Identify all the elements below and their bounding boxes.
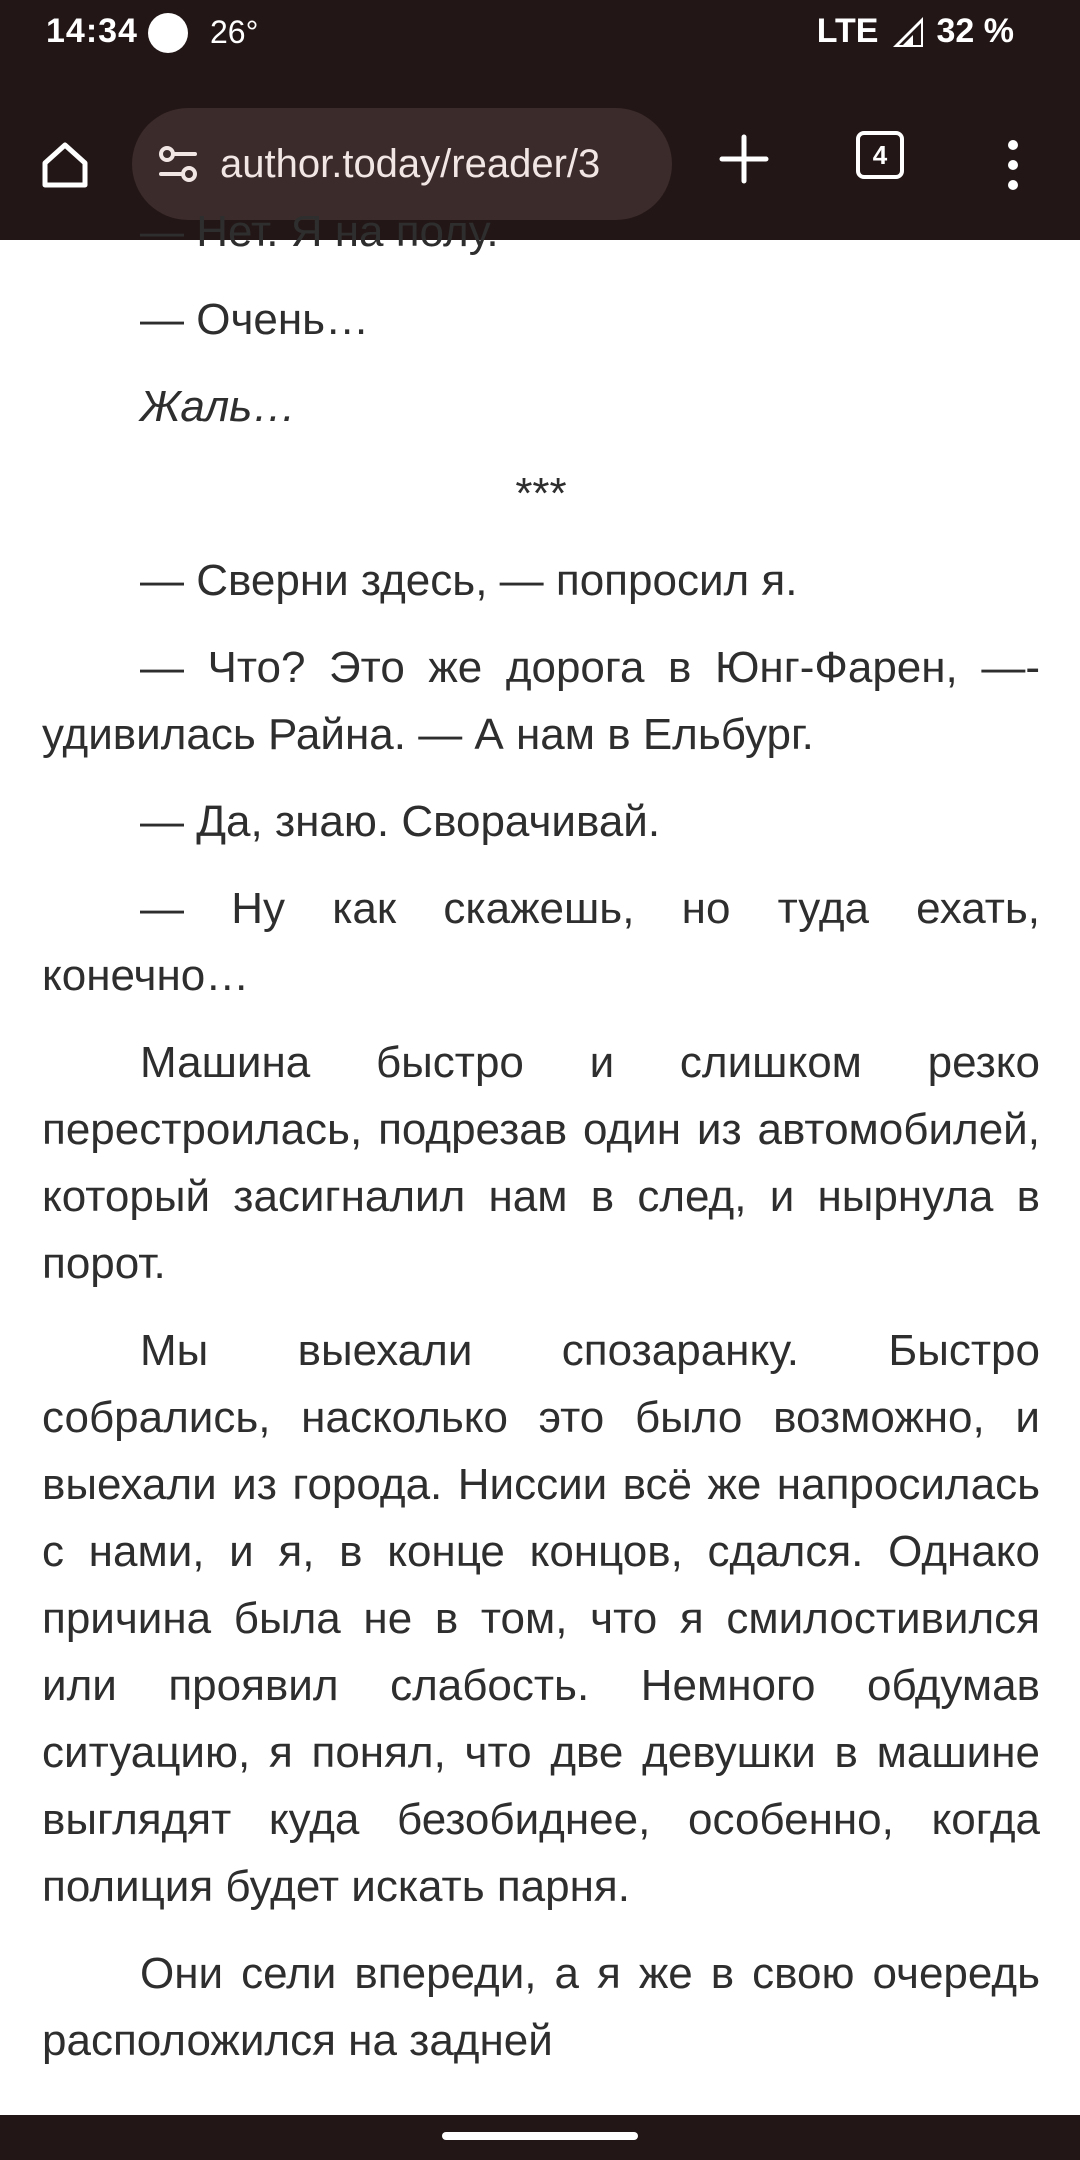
cutoff-line-container (0, 198, 1080, 265)
tab-switcher-button[interactable]: 4 (856, 131, 904, 179)
signal-icon (891, 15, 925, 49)
scene-break: *** (515, 469, 567, 518)
network-label: LTE (816, 12, 879, 50)
more-options-icon[interactable] (988, 124, 1038, 206)
paragraph: Они сели впереди, а я же в свою очередь расположился на задней (42, 1949, 1040, 2065)
gesture-handle[interactable] (442, 2132, 638, 2140)
new-tab-button[interactable] (712, 127, 776, 191)
home-button[interactable] (30, 130, 100, 200)
status-temperature: 26° (210, 14, 259, 50)
system-nav-bar (0, 2115, 1080, 2160)
paragraph: — Ну как скажешь, но туда ехать, конечно… (42, 884, 1040, 1000)
paragraph: — Что? Это же дорога в Юнг-Фарен, —- удивилась Райна. — А нам в Ельбург. (42, 643, 1040, 759)
status-right (817, 12, 1014, 51)
site-settings-icon[interactable] (154, 140, 202, 188)
status-bar (0, 0, 1080, 90)
reader-content (0, 207, 1080, 2115)
paragraph: Машина быстро и слишком резко перестроилась, подрезав один из автомобилей, который засигналил нам в след, и нырнула в порот. (42, 1038, 1040, 1288)
paragraph: — Сверни здесь, — попросил я. (140, 556, 798, 605)
notification-dot-icon (148, 13, 188, 53)
plus-icon (718, 133, 770, 185)
url-text[interactable]: author.today/reader/3 (220, 141, 601, 186)
status-time: 14:34 (46, 12, 138, 50)
paragraph: — Да, знаю. Сворачивай. (140, 797, 661, 846)
paragraph: — Очень… (140, 295, 370, 344)
paragraph-italic: Жаль… (140, 382, 297, 431)
cutoff-line: — Нет. Я на полу. (140, 207, 499, 256)
home-icon (37, 137, 93, 193)
battery-label: 32 % (936, 12, 1014, 50)
paragraph: Мы выехали спозаранку. Быстро собрались, насколько это было возможно, и выехали из города. Ниссии всё же напросилась с нами, и я, в конце концов, сдался. Однако причина была не в том, что я смилостивился или проявил слабость. Немного обдумав ситуацию, я понял, что две девушки в машине выглядят куда безобиднее, особенно, когда полиция будет искать парня. (42, 1326, 1040, 1911)
